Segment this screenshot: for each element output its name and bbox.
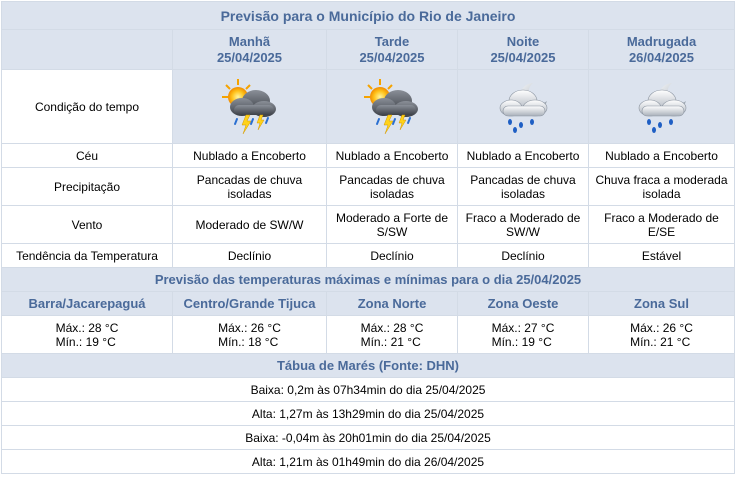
ceu-value: Nublado a Encoberto [173,144,327,168]
forecast-table [1,1,735,474]
zone-header: Zona Oeste [458,292,589,316]
vento-value: Moderado a Forte de S/SW [327,206,458,244]
temp-min: Mín.: 21 °C [630,334,691,349]
storm-cloud-sun-icon [362,77,422,137]
tendencia-value: Declínio [173,244,327,268]
temp-max: Máx.: 26 °C [218,320,281,335]
period-date: 25/04/2025 [216,49,283,65]
empty-corner-cell [2,30,173,70]
temp-max: Máx.: 26 °C [630,320,693,335]
temp-min: Mín.: 19 °C [55,334,116,349]
vento-value: Fraco a Moderado de SW/W [458,206,589,244]
ceu-value: Nublado a Encoberto [458,144,589,168]
temp-max: Máx.: 28 °C [55,320,119,335]
rain-cloud-moon-icon [632,77,692,137]
precip-value: Chuva fraca a moderada isolada [589,168,735,206]
condition-cell [589,70,735,144]
tide-row: Alta: 1,27m às 13h29min do dia 25/04/2025 [2,402,735,426]
row-label-tendencia: Tendência da Temperatura [2,244,173,268]
period-header-madrugada [589,30,735,70]
period-name: Madrugada [626,33,697,49]
weather-forecast-panel [1,1,734,474]
zone-header: Centro/Grande Tijuca [173,292,327,316]
period-header-manha [173,30,327,70]
tides-section-title: Tábua de Marés (Fonte: DHN) [2,354,735,378]
precip-value: Pancadas de chuva isoladas [173,168,327,206]
temp-max: Máx.: 27 °C [491,320,555,335]
period-date: 25/04/2025 [490,49,556,65]
period-name: Noite [506,33,540,49]
zone-header: Zona Sul [589,292,735,316]
zone-header: Zona Norte [327,292,458,316]
temp-min: Mín.: 19 °C [491,334,552,349]
tide-row: Baixa: 0,2m às 07h34min do dia 25/04/2025 [2,378,735,402]
zone-temps [458,316,589,354]
period-date: 26/04/2025 [628,49,695,65]
tendencia-value: Estável [589,244,735,268]
tide-row: Alta: 1,21m às 01h49min do dia 26/04/2025 [2,450,735,474]
period-name: Manhã [228,33,271,49]
temp-min: Mín.: 18 °C [218,334,279,349]
ceu-value: Nublado a Encoberto [327,144,458,168]
tide-row: Baixa: -0,04m às 20h01min do dia 25/04/2025 [2,426,735,450]
tendencia-value: Declínio [458,244,589,268]
tendencia-value: Declínio [327,244,458,268]
zone-temps [2,316,173,354]
period-name: Tarde [374,33,410,49]
condition-cell [458,70,589,144]
period-date: 25/04/2025 [359,49,425,65]
row-label-ceu: Céu [2,144,173,168]
vento-value: Fraco a Moderado de E/SE [589,206,735,244]
precip-value: Pancadas de chuva isoladas [458,168,589,206]
temp-max: Máx.: 28 °C [360,320,424,335]
zone-temps [589,316,735,354]
zone-temps [173,316,327,354]
ceu-value: Nublado a Encoberto [589,144,735,168]
period-header-noite [458,30,589,70]
rain-cloud-moon-icon [493,77,553,137]
temps-section-title: Previsão das temperaturas máximas e mínimas para o dia 25/04/2025 [2,268,735,292]
zone-header: Barra/Jacarepaguá [2,292,173,316]
zone-temps [327,316,458,354]
storm-cloud-sun-icon [220,77,280,137]
period-header-tarde [327,30,458,70]
vento-value: Moderado de SW/W [173,206,327,244]
page-title: Previsão para o Município do Rio de Janeiro [2,2,735,30]
condition-cell [173,70,327,144]
precip-value: Pancadas de chuva isoladas [327,168,458,206]
row-label-vento: Vento [2,206,173,244]
temp-min: Mín.: 21 °C [360,334,421,349]
row-label-condicao: Condição do tempo [2,70,173,144]
condition-cell [327,70,458,144]
row-label-precipitacao: Precipitação [2,168,173,206]
